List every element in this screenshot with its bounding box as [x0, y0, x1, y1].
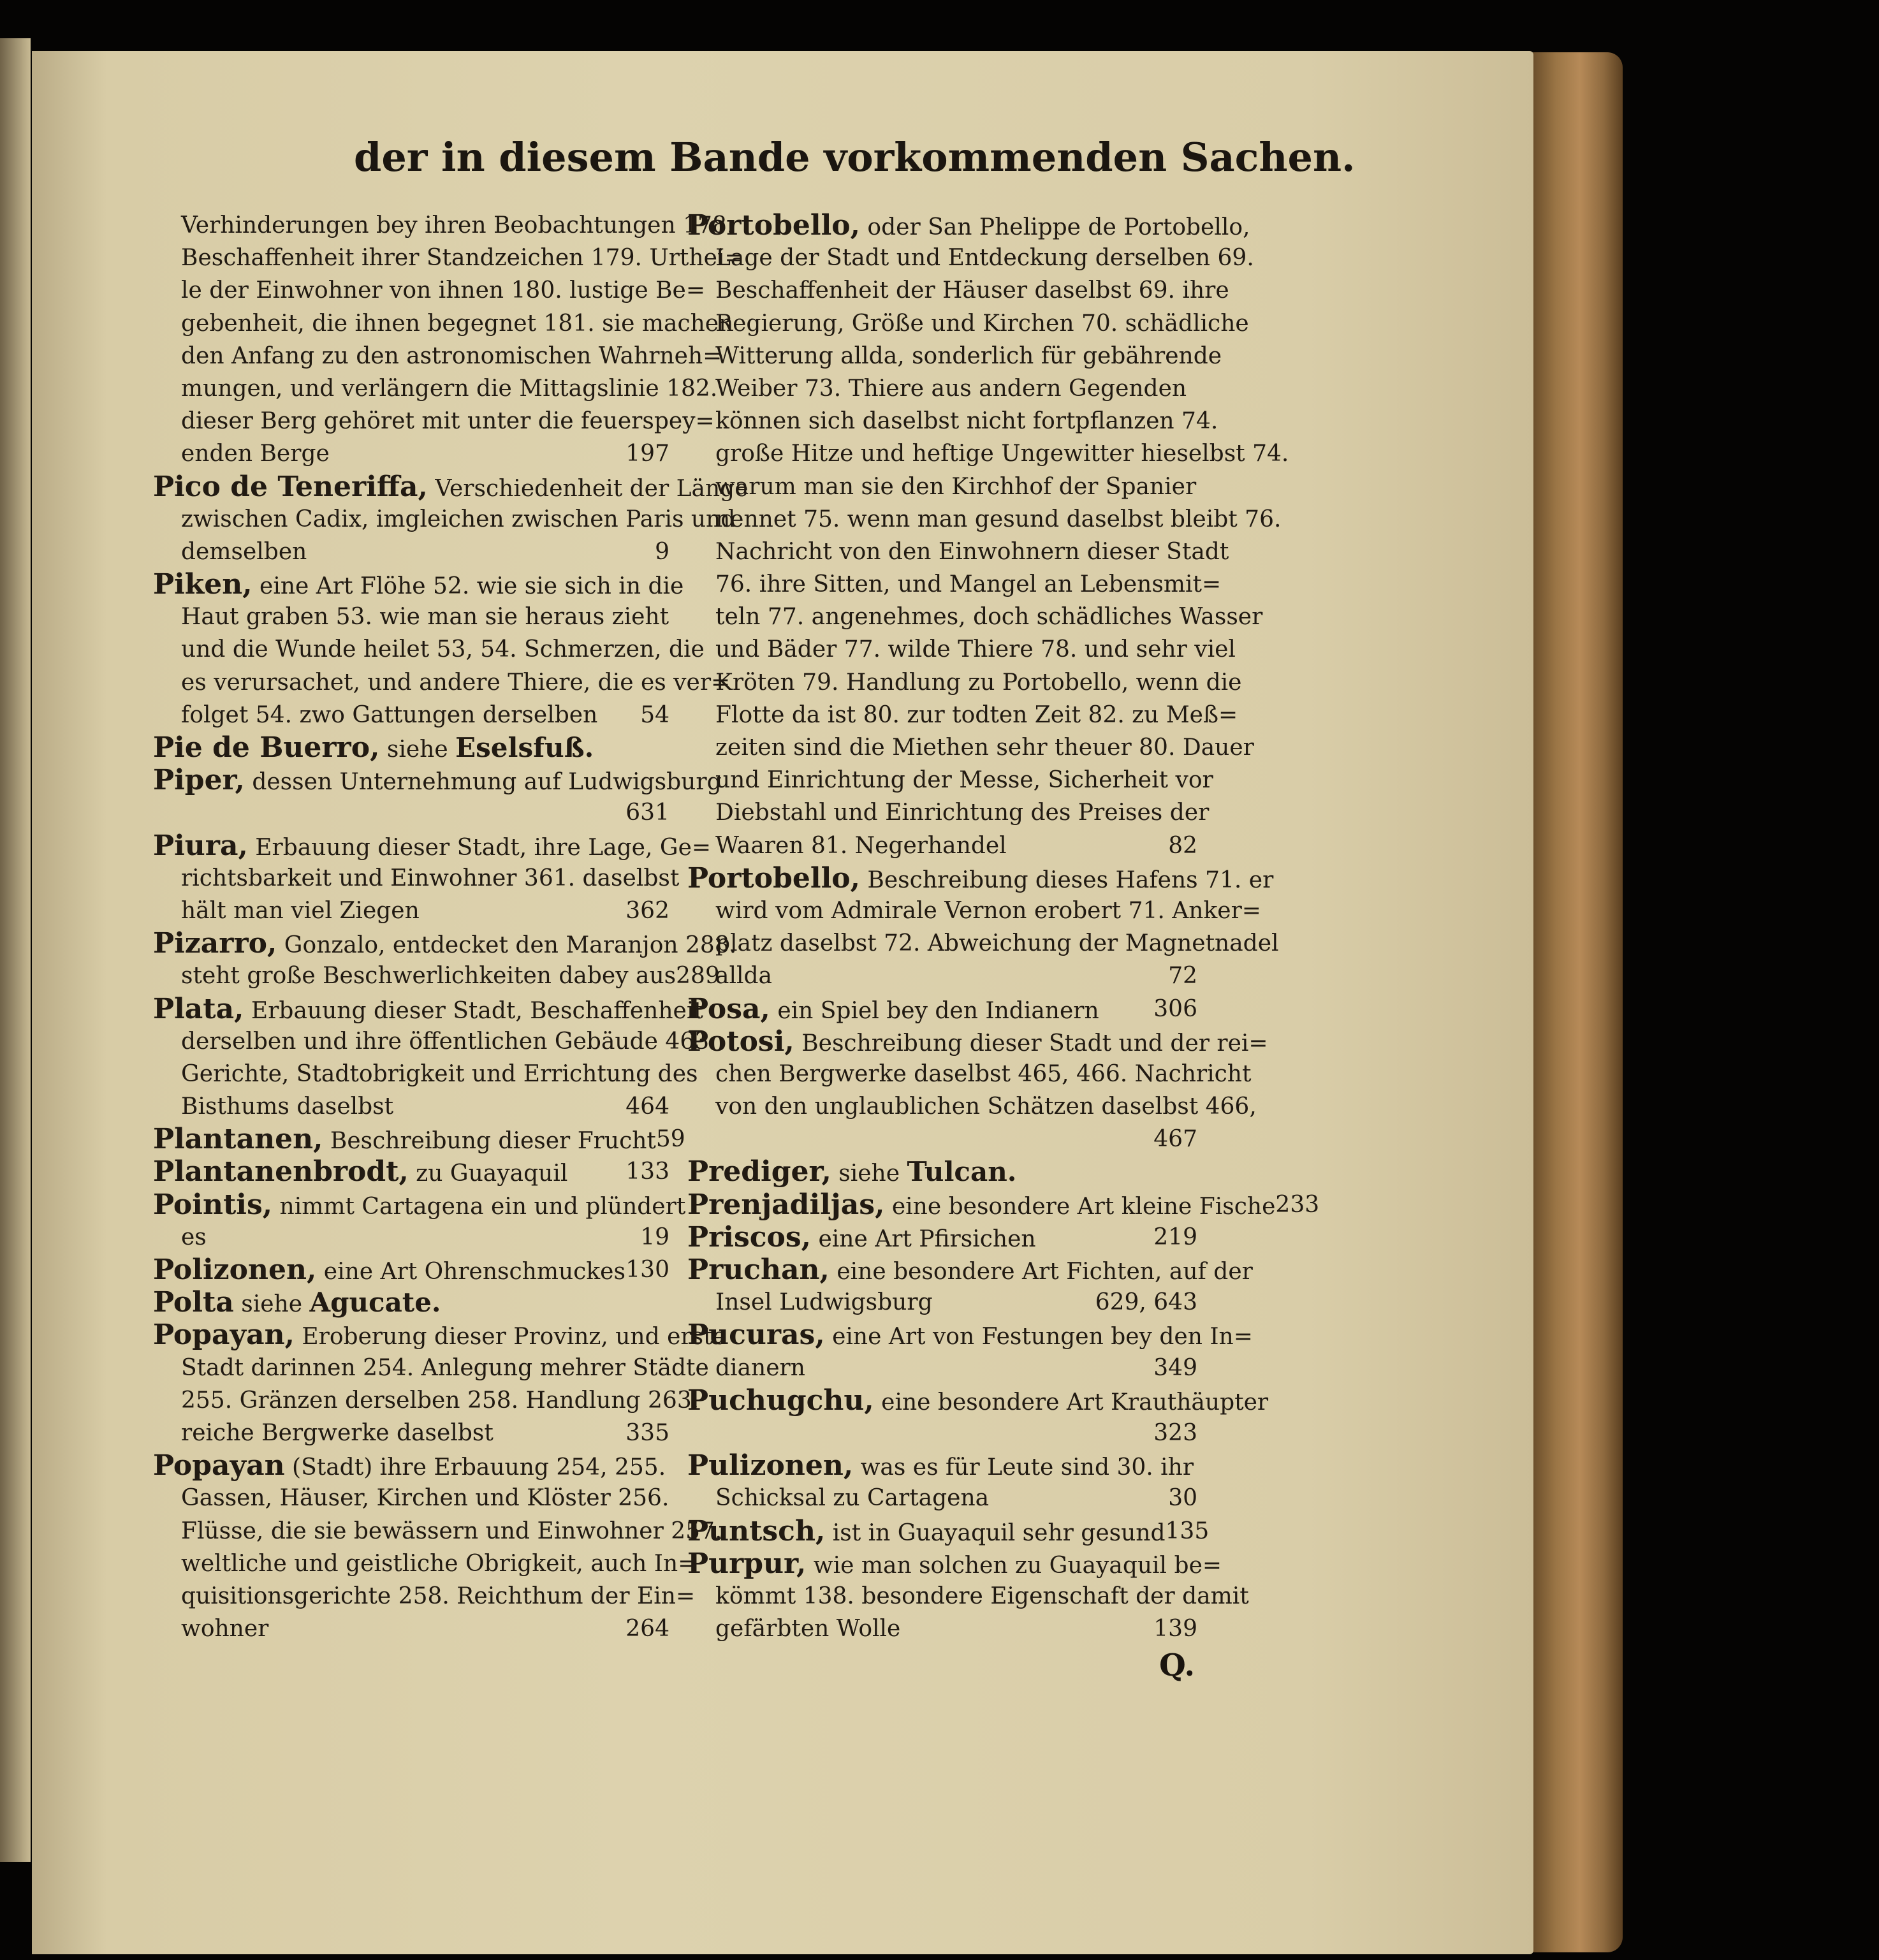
index-headword: Popayan,: [153, 1319, 295, 1352]
index-line-text-group: [181, 536, 307, 568]
index-headword: Pucuras,: [687, 1319, 825, 1352]
index-text: Regierung, Größe und Kirchen 70. schädliche: [715, 310, 1249, 337]
index-line: [153, 1221, 669, 1254]
index-entry: [153, 731, 669, 764]
index-text: es: [181, 1224, 207, 1250]
index-entry: [687, 1384, 1269, 1449]
index-line: [687, 437, 1289, 470]
index-text: allda: [715, 963, 772, 990]
page-number: 197: [625, 441, 669, 467]
index-line: [687, 209, 1250, 242]
index-headword: Popayan: [153, 1449, 285, 1482]
index-text: Eroberung dieser Provinz, und erste: [302, 1324, 726, 1350]
index-text: Beschreibung dieser Frucht: [330, 1128, 656, 1155]
index-headword: Prenjadiljas,: [687, 1188, 885, 1221]
index-line: [153, 1286, 669, 1319]
index-text: eine besondere Art kleine Fische: [891, 1193, 1276, 1220]
cross-reference: Agucate.: [309, 1287, 441, 1319]
index-line: [687, 1580, 1249, 1613]
index-line: [153, 1254, 669, 1286]
index-line: [687, 1417, 1197, 1449]
page-number: 219: [1153, 1224, 1197, 1250]
index-text: dieser Berg gehöret mit unter die feuerspey=: [181, 408, 715, 435]
index-line-text-group: [687, 1188, 1275, 1221]
page-number: 349: [1153, 1354, 1197, 1381]
index-line: [687, 1613, 1197, 1645]
index-entry: [153, 470, 749, 569]
index-entry: [687, 209, 1289, 862]
index-entry: [153, 568, 731, 731]
index-text: folget 54. zwo Gattungen derselben: [181, 701, 598, 728]
index-entry: [153, 927, 737, 992]
index-text: eine besondere Art Krauthäupter: [881, 1389, 1269, 1415]
index-headword: Piper,: [153, 764, 245, 797]
index-entry: [153, 1286, 669, 1319]
index-text: 255. Gränzen derselben 258. Handlung 263.: [181, 1387, 699, 1414]
index-text: Diebstahl und Einrichtung des Preises der: [715, 800, 1210, 826]
index-text: Insel Ludwigsburg: [715, 1289, 933, 1316]
index-text: teln 77. angenehmes, doch schädliches Wasser: [715, 604, 1263, 631]
index-line: [153, 1352, 709, 1384]
index-line-text-group: [181, 960, 676, 992]
index-entry: [687, 993, 1197, 1025]
page-number: 82: [1168, 832, 1197, 859]
index-headword: Polizonen,: [153, 1254, 317, 1286]
index-line: [687, 1319, 1253, 1352]
index-entry: [153, 209, 744, 471]
index-entry: [153, 1319, 726, 1449]
index-text: Beschaffenheit ihrer Standzeichen 179. Urthei=: [181, 245, 744, 272]
index-text: Flüsse, die sie bewässern und Einwohner 257.: [181, 1518, 722, 1544]
index-line: [153, 633, 705, 666]
index-line: [687, 1547, 1222, 1580]
index-text: dianern: [715, 1354, 805, 1381]
index-entry: [687, 1449, 1197, 1514]
index-line: [153, 372, 718, 405]
index-text: Gerichte, Stadtobrigkeit und Errichtung des: [181, 1060, 698, 1087]
page-number: 133: [625, 1159, 669, 1185]
index-text: Weiber 73. Thiere aus andern Gegenden: [715, 375, 1187, 402]
index-text: dessen Unternehmung auf Ludwigsburg: [252, 769, 722, 796]
index-line: [687, 274, 1229, 307]
index-entry: [687, 861, 1279, 993]
index-text: eine besondere Art Fichten, auf der: [837, 1259, 1253, 1285]
index-text: Gassen, Häuser, Kirchen und Klöster 256.: [181, 1485, 669, 1512]
index-text: le der Einwohner von ihnen 180. lustige Be=: [181, 277, 705, 304]
index-line: [153, 1319, 726, 1352]
index-headword: Plantanenbrodt,: [153, 1155, 409, 1188]
index-text: Kröten 79. Handlung zu Portobello, wenn die: [715, 669, 1242, 696]
index-text: Stadt darinnen 254. Anlegung mehrer Städte: [181, 1354, 709, 1381]
index-text: steht große Beschwerlichkeiten dabey aus: [181, 963, 676, 990]
index-line: [153, 1155, 669, 1188]
index-line-text-group: [153, 1123, 656, 1155]
index-text: und die Wunde heilet 53, 54. Schmerzen, die: [181, 636, 705, 663]
index-line: [687, 731, 1254, 764]
index-line: [687, 993, 1197, 1025]
index-line: [153, 536, 669, 568]
index-line-text-group: [153, 1254, 625, 1286]
index-line: [687, 1090, 1257, 1123]
index-text: Schicksal zu Cartagena: [715, 1485, 990, 1512]
index-text: siehe: [386, 736, 448, 763]
index-line: [687, 1352, 1197, 1384]
index-text: wie man solchen zu Guayaquil be=: [813, 1552, 1222, 1579]
index-line: [153, 437, 669, 470]
index-headword: Pico de Teneriffa,: [153, 470, 428, 503]
index-line: [687, 1482, 1197, 1514]
page-number: 362: [625, 897, 669, 924]
index-line: [153, 1090, 669, 1123]
index-entry: [153, 1155, 669, 1188]
index-line: [687, 1449, 1197, 1482]
index-line: [687, 1221, 1197, 1254]
index-text: Beschaffenheit der Häuser daselbst 69. ihre: [715, 277, 1229, 304]
index-line: [687, 666, 1242, 699]
index-text: Erbauung dieser Stadt, Beschaffenheit: [251, 997, 703, 1024]
index-line: [153, 1482, 669, 1514]
index-text: zwischen Cadix, imgleichen zwischen Paris und: [181, 506, 736, 532]
index-text: Beschreibung dieses Hafens 71. er: [867, 867, 1274, 893]
index-text: Waaren 81. Negerhandel: [715, 832, 1007, 859]
page-number: 467: [1153, 1126, 1197, 1153]
index-text: wird vom Admirale Vernon erobert 71. Anker=: [715, 897, 1261, 924]
index-line: [153, 1580, 696, 1613]
index-line-text-group: [181, 437, 330, 470]
index-line: [687, 242, 1254, 274]
index-text: Verschiedenheit der Länge: [435, 475, 749, 502]
index-line: [153, 764, 722, 797]
index-line: [687, 1025, 1268, 1058]
index-line-text-group: [715, 1352, 805, 1384]
index-entry: [687, 1221, 1197, 1254]
index-line: [153, 895, 669, 927]
index-text: derselben und ihre öffentlichen Gebäude 463.: [181, 1028, 717, 1055]
index-line-text-group: [687, 993, 1099, 1025]
index-line: [153, 1613, 669, 1645]
page-number: 335: [625, 1419, 669, 1446]
index-headword: Pruchan,: [687, 1254, 830, 1286]
index-line: [687, 1254, 1253, 1286]
index-line: [687, 633, 1236, 666]
index-headword: Puntsch,: [687, 1514, 826, 1547]
index-line: [153, 862, 680, 895]
index-line: [687, 405, 1218, 437]
index-entry: [153, 992, 717, 1123]
index-line: [153, 1188, 686, 1221]
index-line-text-group: [181, 895, 420, 927]
index-text: eine Art Ohrenschmuckes: [323, 1259, 625, 1285]
index-line: [153, 307, 734, 340]
page-title: der in diesem Bande vorkommenden Sachen.: [354, 134, 1356, 180]
index-entry: [153, 1123, 685, 1156]
index-text: eine Art von Festungen bey den In=: [832, 1324, 1253, 1350]
index-text: richtsbarkeit und Einwohner 361. daselbst: [181, 865, 680, 891]
index-line: [153, 1515, 722, 1547]
index-line: [687, 699, 1238, 731]
index-headword: Prediger,: [687, 1155, 831, 1188]
index-text: 76. ihre Sitten, und Mangel an Lebensmit=: [715, 571, 1222, 598]
index-headword: Priscos,: [687, 1220, 811, 1254]
index-text: (Stadt) ihre Erbauung 254, 255.: [292, 1454, 666, 1481]
index-text: quisitionsgerichte 258. Reichthum der Ein=: [181, 1583, 696, 1609]
page-number: 323: [1153, 1419, 1197, 1446]
index-line-text-group: [153, 1155, 567, 1188]
index-line: [687, 568, 1222, 601]
index-line-text-group: [181, 1417, 494, 1449]
index-text: Bisthums daselbst: [181, 1093, 394, 1120]
index-text: Erbauung dieser Stadt, ihre Lage, Ge=: [255, 834, 712, 861]
index-line: [153, 1547, 698, 1580]
index-line: [687, 340, 1222, 372]
index-entry: [687, 1547, 1249, 1646]
index-line: [687, 960, 1197, 992]
index-line: [153, 796, 669, 829]
index-line: [687, 1514, 1210, 1547]
index-line-text-group: [687, 1515, 1166, 1547]
index-entry: [687, 1155, 1197, 1188]
page-number: 30: [1168, 1485, 1197, 1512]
index-headword: Portobello,: [687, 209, 860, 242]
index-line: [687, 1123, 1197, 1155]
index-text: siehe: [838, 1160, 900, 1187]
index-column-right: [687, 209, 1320, 1645]
index-entry: [153, 829, 712, 928]
index-text: ein Spiel bey den Indianern: [777, 997, 1099, 1024]
index-text: eine Art Flöhe 52. wie sie sich in die: [260, 573, 684, 600]
catchword: Q.: [1159, 1648, 1195, 1683]
index-line-text-group: [181, 699, 597, 731]
index-line: [153, 1058, 698, 1090]
index-text: chen Bergwerke daselbst 465, 466. Nachricht: [715, 1060, 1252, 1087]
index-line-text-group: [715, 1482, 989, 1514]
index-line-text-group: [715, 1613, 900, 1645]
index-entry: [687, 1514, 1210, 1547]
index-line: [153, 1384, 699, 1417]
index-text: hält man viel Ziegen: [181, 897, 420, 924]
index-line: [687, 1384, 1269, 1417]
index-text: es verursachet, und andere Thiere, die es ver=: [181, 669, 731, 696]
index-line: [153, 960, 720, 992]
index-headword: Puchugchu,: [687, 1384, 874, 1417]
index-line: [687, 536, 1229, 568]
cross-reference: Tulcan.: [907, 1156, 1017, 1188]
index-line: [153, 601, 669, 633]
index-line: [153, 209, 735, 242]
index-text: den Anfang zu den astronomischen Wahrneh=: [181, 342, 722, 369]
index-line: [687, 503, 1282, 536]
index-line-text-group: [181, 1613, 268, 1645]
index-text: zeiten sind die Miethen sehr theuer 80. Dauer: [715, 735, 1254, 761]
index-line: [153, 731, 669, 764]
index-line-text-group: [181, 1090, 393, 1123]
index-headword: Potosi,: [687, 1025, 794, 1058]
index-text: Flotte da ist 80. zur todten Zeit 82. zu Meß=: [715, 701, 1238, 728]
index-line-text-group: [715, 1286, 933, 1319]
index-headword: Portobello,: [687, 861, 860, 895]
index-text: kömmt 138. besondere Eigenschaft der damit: [715, 1583, 1249, 1609]
facing-page-edge: [0, 38, 31, 1862]
index-line: [687, 471, 1197, 503]
index-entry: [687, 1254, 1253, 1319]
index-text: von den unglaublichen Schätzen daselbst 466,: [715, 1093, 1257, 1120]
index-line: [687, 927, 1279, 960]
index-entry: [687, 1188, 1320, 1221]
index-entry: [687, 1319, 1253, 1384]
index-line: [153, 992, 703, 1025]
index-text: Witterung allda, sonderlich für gebährende: [715, 342, 1222, 369]
index-headword: Plantanen,: [153, 1123, 323, 1156]
index-line: [153, 470, 749, 503]
index-text: oder San Phelippe de Portobello,: [867, 214, 1250, 240]
page-number: 139: [1153, 1616, 1197, 1642]
index-line: [687, 796, 1210, 829]
index-line: [153, 1449, 669, 1482]
index-line: [687, 895, 1261, 927]
index-text: mungen, und verlängern die Mittagslinie 182.: [181, 375, 718, 402]
index-text: nennet 75. wenn man gesund daselbst bleibt 76.: [715, 506, 1282, 532]
index-line: [153, 829, 712, 862]
index-headword: Pie de Buerro,: [153, 731, 380, 764]
index-line-text-group: [181, 1221, 207, 1254]
index-line: [687, 1058, 1252, 1090]
page-number: 464: [625, 1093, 669, 1120]
index-text: zu Guayaquil: [416, 1160, 568, 1187]
page-number: 289: [676, 963, 720, 990]
index-line: [687, 1155, 1197, 1188]
index-line: [687, 372, 1197, 405]
page-number: 130: [625, 1257, 669, 1283]
index-line: [153, 242, 744, 274]
page-number: 264: [625, 1616, 669, 1642]
index-text: demselben: [181, 538, 307, 565]
index-headword: Plata,: [153, 992, 244, 1025]
index-line-text-group: [715, 830, 1007, 862]
index-text: und Einrichtung der Messe, Sicherheit vor: [715, 767, 1213, 794]
index-line: [687, 307, 1249, 340]
index-text: eine Art Pfirsichen: [818, 1225, 1036, 1252]
cross-reference: Eselsfuß.: [455, 732, 594, 763]
index-text: enden Berge: [181, 441, 330, 467]
index-line: [687, 861, 1274, 895]
page-number: 59: [655, 1126, 685, 1153]
index-line: [153, 699, 669, 731]
index-text: Lage der Stadt und Entdeckung derselben 69.: [715, 245, 1254, 272]
index-line: [153, 927, 737, 960]
page-number: 233: [1275, 1191, 1320, 1218]
index-text: gebenheit, die ihnen begegnet 181. sie machen: [181, 310, 734, 337]
index-text: was es für Leute sind 30. ihr: [860, 1454, 1194, 1481]
index-headword: Posa,: [687, 992, 770, 1025]
index-line-text-group: [687, 1221, 1036, 1254]
index-line: [153, 666, 731, 699]
page-number: 631: [625, 800, 669, 826]
page-number: 135: [1165, 1518, 1210, 1544]
index-line-text-group: [715, 960, 772, 992]
index-line: [153, 1025, 717, 1058]
index-text: und Bäder 77. wilde Thiere 78. und sehr viel: [715, 636, 1236, 663]
index-headword: Piken,: [153, 568, 252, 601]
page-number: 9: [655, 538, 669, 565]
index-text: Beschreibung dieser Stadt und der rei=: [801, 1030, 1268, 1057]
index-text: nimmt Cartagena ein und plündert: [279, 1193, 686, 1220]
index-text: ist in Guayaquil sehr gesund: [832, 1519, 1166, 1546]
index-text: siehe: [241, 1291, 303, 1318]
index-entry: [687, 1025, 1268, 1156]
index-headword: Pointis,: [153, 1188, 273, 1221]
index-text: Nachricht von den Einwohnern dieser Stadt: [715, 538, 1229, 565]
page-number: 54: [640, 701, 669, 728]
index-line: [153, 274, 705, 307]
page-number: 19: [640, 1224, 669, 1250]
index-text: platz daselbst 72. Abweichung der Magnetnadel: [715, 930, 1279, 957]
index-text: warum man sie den Kirchhof der Spanier: [715, 473, 1197, 500]
index-text: weltliche und geistliche Obrigkeit, auch In=: [181, 1550, 698, 1577]
index-line: [153, 568, 684, 601]
index-line: [153, 503, 736, 536]
page-number: 306: [1153, 995, 1197, 1022]
index-text: wohner: [181, 1616, 269, 1642]
index-text: Haut graben 53. wie man sie heraus zieht: [181, 604, 669, 631]
index-entry: [153, 1449, 722, 1645]
book-cover: [1527, 52, 1623, 1952]
index-line: [687, 1286, 1197, 1319]
index-entry: [153, 1188, 686, 1254]
index-headword: Pulizonen,: [687, 1449, 854, 1482]
index-line: [153, 1123, 685, 1156]
index-text: große Hitze und heftige Ungewitter hieselbst 74.: [715, 441, 1289, 467]
index-line: [153, 340, 722, 372]
index-line: [687, 764, 1213, 796]
page-number: 629, 643: [1095, 1289, 1197, 1316]
index-entry: [153, 764, 722, 829]
index-line: [687, 830, 1197, 862]
page-number: 72: [1168, 963, 1197, 990]
index-line: [687, 601, 1263, 633]
index-text: Gonzalo, entdecket den Maranjon 288.: [284, 932, 737, 959]
index-headword: Pizarro,: [153, 927, 277, 960]
index-entry: [153, 1254, 669, 1286]
index-line: [687, 1188, 1320, 1221]
index-headword: Piura,: [153, 829, 248, 862]
index-headword: Purpur,: [687, 1547, 807, 1580]
index-text: reiche Bergwerke daselbst: [181, 1419, 494, 1446]
index-text: Verhinderungen bey ihren Beobachtungen 178.: [181, 212, 735, 238]
index-line: [153, 405, 715, 437]
index-text: gefärbten Wolle: [715, 1616, 901, 1642]
index-line: [153, 1417, 669, 1449]
index-text: können sich daselbst nicht fortpflanzen 74.: [715, 408, 1218, 435]
index-headword: Polta: [153, 1286, 234, 1319]
